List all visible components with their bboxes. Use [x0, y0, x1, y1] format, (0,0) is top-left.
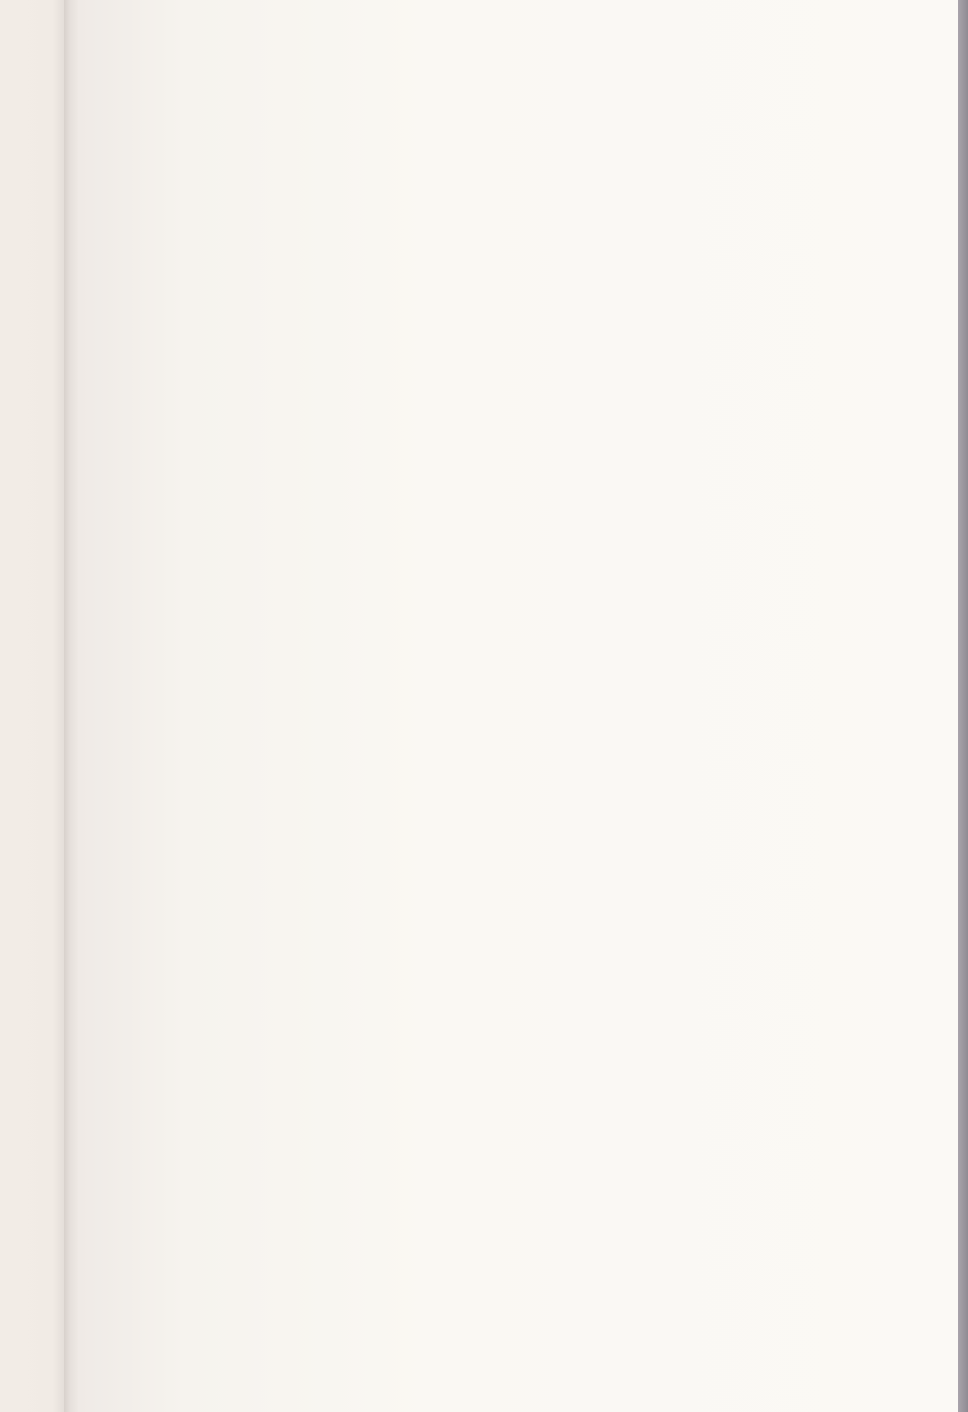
scan-right-edge: [958, 0, 968, 1412]
book-page: [78, 0, 958, 1412]
facing-page-edge: [0, 0, 66, 1412]
